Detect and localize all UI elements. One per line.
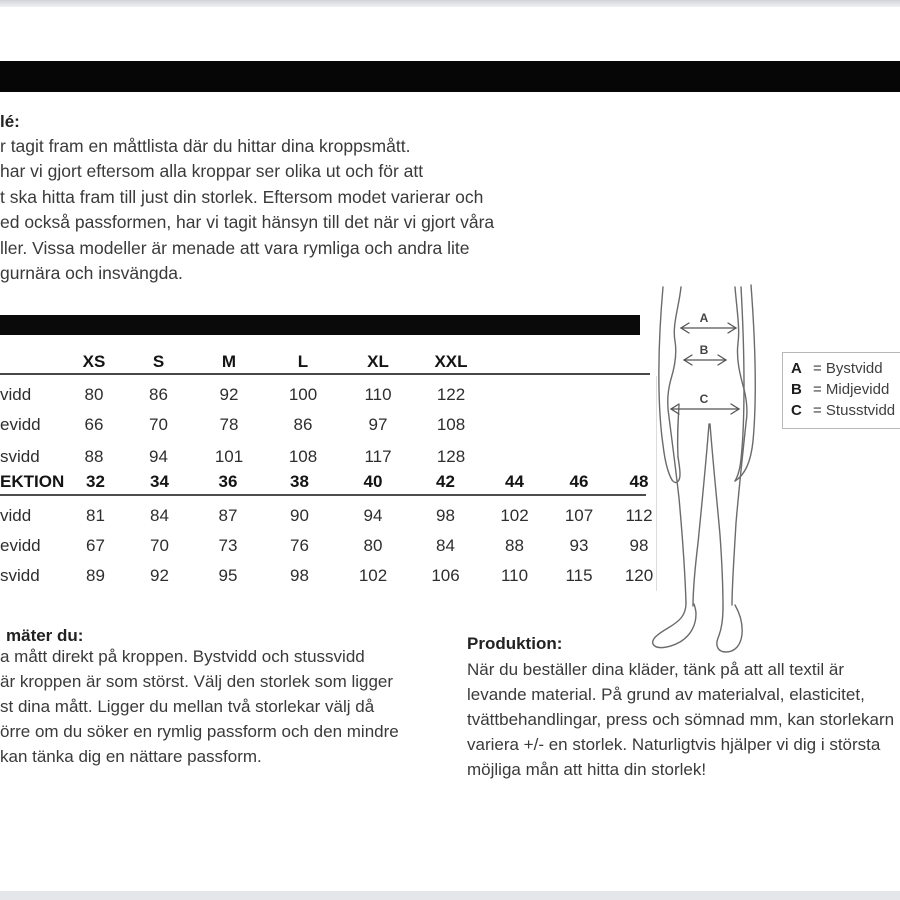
cell: 78 — [219, 415, 239, 434]
cell: 67 — [86, 536, 105, 555]
intro-paragraph — [0, 134, 560, 286]
cell: 81 — [86, 506, 105, 525]
measure-heading: mäter du: — [6, 626, 84, 645]
production-paragraph — [467, 657, 900, 782]
measure-line: a mått direkt på kroppen. Bystvidd och stussvidd — [0, 647, 365, 666]
legend-key: C — [791, 402, 802, 419]
size-table-header-spacer — [0, 352, 62, 372]
viewer-top-strip — [0, 0, 900, 7]
size-col-header: 46 — [569, 472, 589, 491]
cell: 100 — [288, 385, 318, 404]
size-col-header: 32 — [86, 472, 105, 491]
cell: 86 — [149, 385, 168, 404]
legend-key: B — [791, 381, 802, 398]
intro-line: r tagit fram en måttlista där du hittar dina kroppsmått. — [0, 136, 411, 156]
production-line: levande material. På grund av materialval, elasticitet, — [467, 685, 865, 704]
legend-item-bust — [791, 360, 900, 381]
cell: 102 — [500, 506, 529, 525]
measurement-legend-box — [782, 352, 900, 429]
intro-heading: lé: — [0, 112, 20, 131]
arrow-label-a: A — [699, 311, 709, 325]
body-outline-icon — [640, 273, 770, 668]
konfektion-table-rule — [0, 494, 646, 496]
intro-line: t ska hitta fram till just din storlek. Eftersom modet varierar och — [0, 186, 484, 207]
table-row-hip — [0, 447, 485, 467]
size-col-header: L — [297, 352, 309, 371]
production-heading: Produktion: — [467, 634, 563, 653]
size-col-header: M — [221, 352, 237, 371]
measure-paragraph — [0, 644, 460, 769]
size-col-header: 44 — [505, 472, 524, 491]
measure-line: kan tänka dig en nättare passform. — [0, 747, 262, 766]
size-col-header: S — [152, 352, 165, 371]
legend-key: A — [791, 360, 802, 377]
intro-line: gurnära och insvängda. — [0, 263, 183, 284]
size-col-header: 36 — [218, 472, 238, 491]
measure-line: st dina mått. Ligger du mellan två storlekar välj då — [0, 697, 375, 716]
size-table-header-row — [0, 352, 485, 372]
legend-text: = Bystvidd — [813, 360, 883, 377]
row-label: evidd — [0, 415, 41, 434]
cell: 88 — [505, 536, 524, 555]
cell: 84 — [150, 506, 169, 525]
size-col-header: 34 — [150, 472, 169, 491]
legend-text: = Stusstvidd — [813, 402, 896, 419]
cell: 80 — [84, 385, 104, 404]
cell: 128 — [436, 447, 466, 466]
cell: 122 — [436, 385, 466, 404]
cell: 80 — [363, 536, 383, 555]
legend-item-waist — [791, 381, 900, 402]
cell: 120 — [624, 566, 654, 585]
cell: 94 — [149, 447, 168, 466]
konfektion-header-label: EKTION — [0, 472, 65, 491]
cell: 95 — [218, 566, 238, 585]
cell: 97 — [368, 415, 388, 434]
table-row-hip — [0, 566, 668, 586]
cell: 66 — [84, 415, 104, 434]
cell: 88 — [84, 447, 104, 466]
cell: 89 — [86, 566, 105, 585]
cell: 106 — [431, 566, 460, 585]
legend-text: = Midjevidd — [813, 381, 890, 398]
cell: 102 — [358, 566, 388, 585]
cell: 115 — [565, 566, 593, 585]
cell: 108 — [436, 415, 466, 434]
production-line: När du beställer dina kläder, tänk på att all textil är — [467, 660, 845, 679]
row-label: vidd — [0, 385, 32, 404]
row-label: svidd — [0, 447, 40, 466]
production-line: variera +/- en storlek. Naturligtvis hjälper vi dig i största — [467, 735, 881, 754]
intro-line: ller. Vissa modeller är menade att vara rymliga och andra lite — [0, 237, 470, 258]
cell: 70 — [149, 415, 168, 434]
cell: 101 — [214, 447, 244, 466]
size-table-black-header-band — [0, 315, 640, 335]
viewer-bottom-strip — [0, 891, 900, 900]
production-line: möjliga mån att hitta din storlek! — [467, 760, 707, 779]
legend-item-hip — [791, 402, 900, 423]
cell: 108 — [288, 447, 318, 466]
top-black-bar — [0, 61, 900, 92]
cell: 92 — [150, 566, 169, 585]
body-measurement-figure — [640, 273, 770, 668]
cell: 117 — [364, 447, 392, 466]
table-row-waist — [0, 536, 668, 556]
cell: 93 — [569, 536, 589, 555]
size-col-header: 40 — [363, 472, 383, 491]
cell: 94 — [363, 506, 383, 525]
cell: 86 — [293, 415, 313, 434]
cell: 98 — [629, 536, 649, 555]
production-line: tvättbehandlingar, press och sömnad mm, kan storlekarn — [467, 710, 895, 729]
table-row-waist — [0, 415, 485, 435]
measure-line: örre om du söker en rymlig passform och den mindre — [0, 722, 399, 741]
cell: 90 — [290, 506, 309, 525]
measure-line: är kroppen är som störst. Välj den storlek som ligger — [0, 672, 394, 691]
cell: 92 — [219, 385, 239, 404]
cell: 73 — [218, 536, 238, 555]
cell: 112 — [625, 506, 653, 525]
cell: 84 — [436, 536, 455, 555]
size-table-rule — [0, 373, 650, 375]
size-col-header: XL — [367, 352, 389, 371]
cell: 87 — [218, 506, 238, 525]
size-col-header: 42 — [436, 472, 455, 491]
cell: 98 — [436, 506, 455, 525]
konfektion-header-row — [0, 472, 668, 492]
arrow-label-b: B — [699, 343, 709, 357]
size-col-header: XS — [82, 352, 106, 371]
size-col-header: 48 — [629, 472, 649, 491]
size-col-header: 38 — [290, 472, 309, 491]
intro-line: ed också passformen, har vi tagit hänsyn till det när vi gjort våra — [0, 212, 495, 233]
cell: 110 — [364, 385, 392, 404]
cell: 70 — [150, 536, 169, 555]
cell: 110 — [500, 566, 529, 585]
table-row-bust — [0, 385, 485, 405]
size-col-header: XXL — [434, 352, 468, 371]
cell: 107 — [564, 506, 594, 525]
intro-line: har vi gjort eftersom alla kroppar ser olika ut och för att — [0, 161, 424, 182]
cell: 76 — [290, 536, 309, 555]
cell: 98 — [290, 566, 309, 585]
table-row-bust — [0, 506, 668, 526]
row-label: vidd — [0, 506, 32, 525]
arrow-label-c: C — [699, 392, 709, 406]
row-label: svidd — [0, 566, 40, 585]
row-label: evidd — [0, 536, 41, 555]
